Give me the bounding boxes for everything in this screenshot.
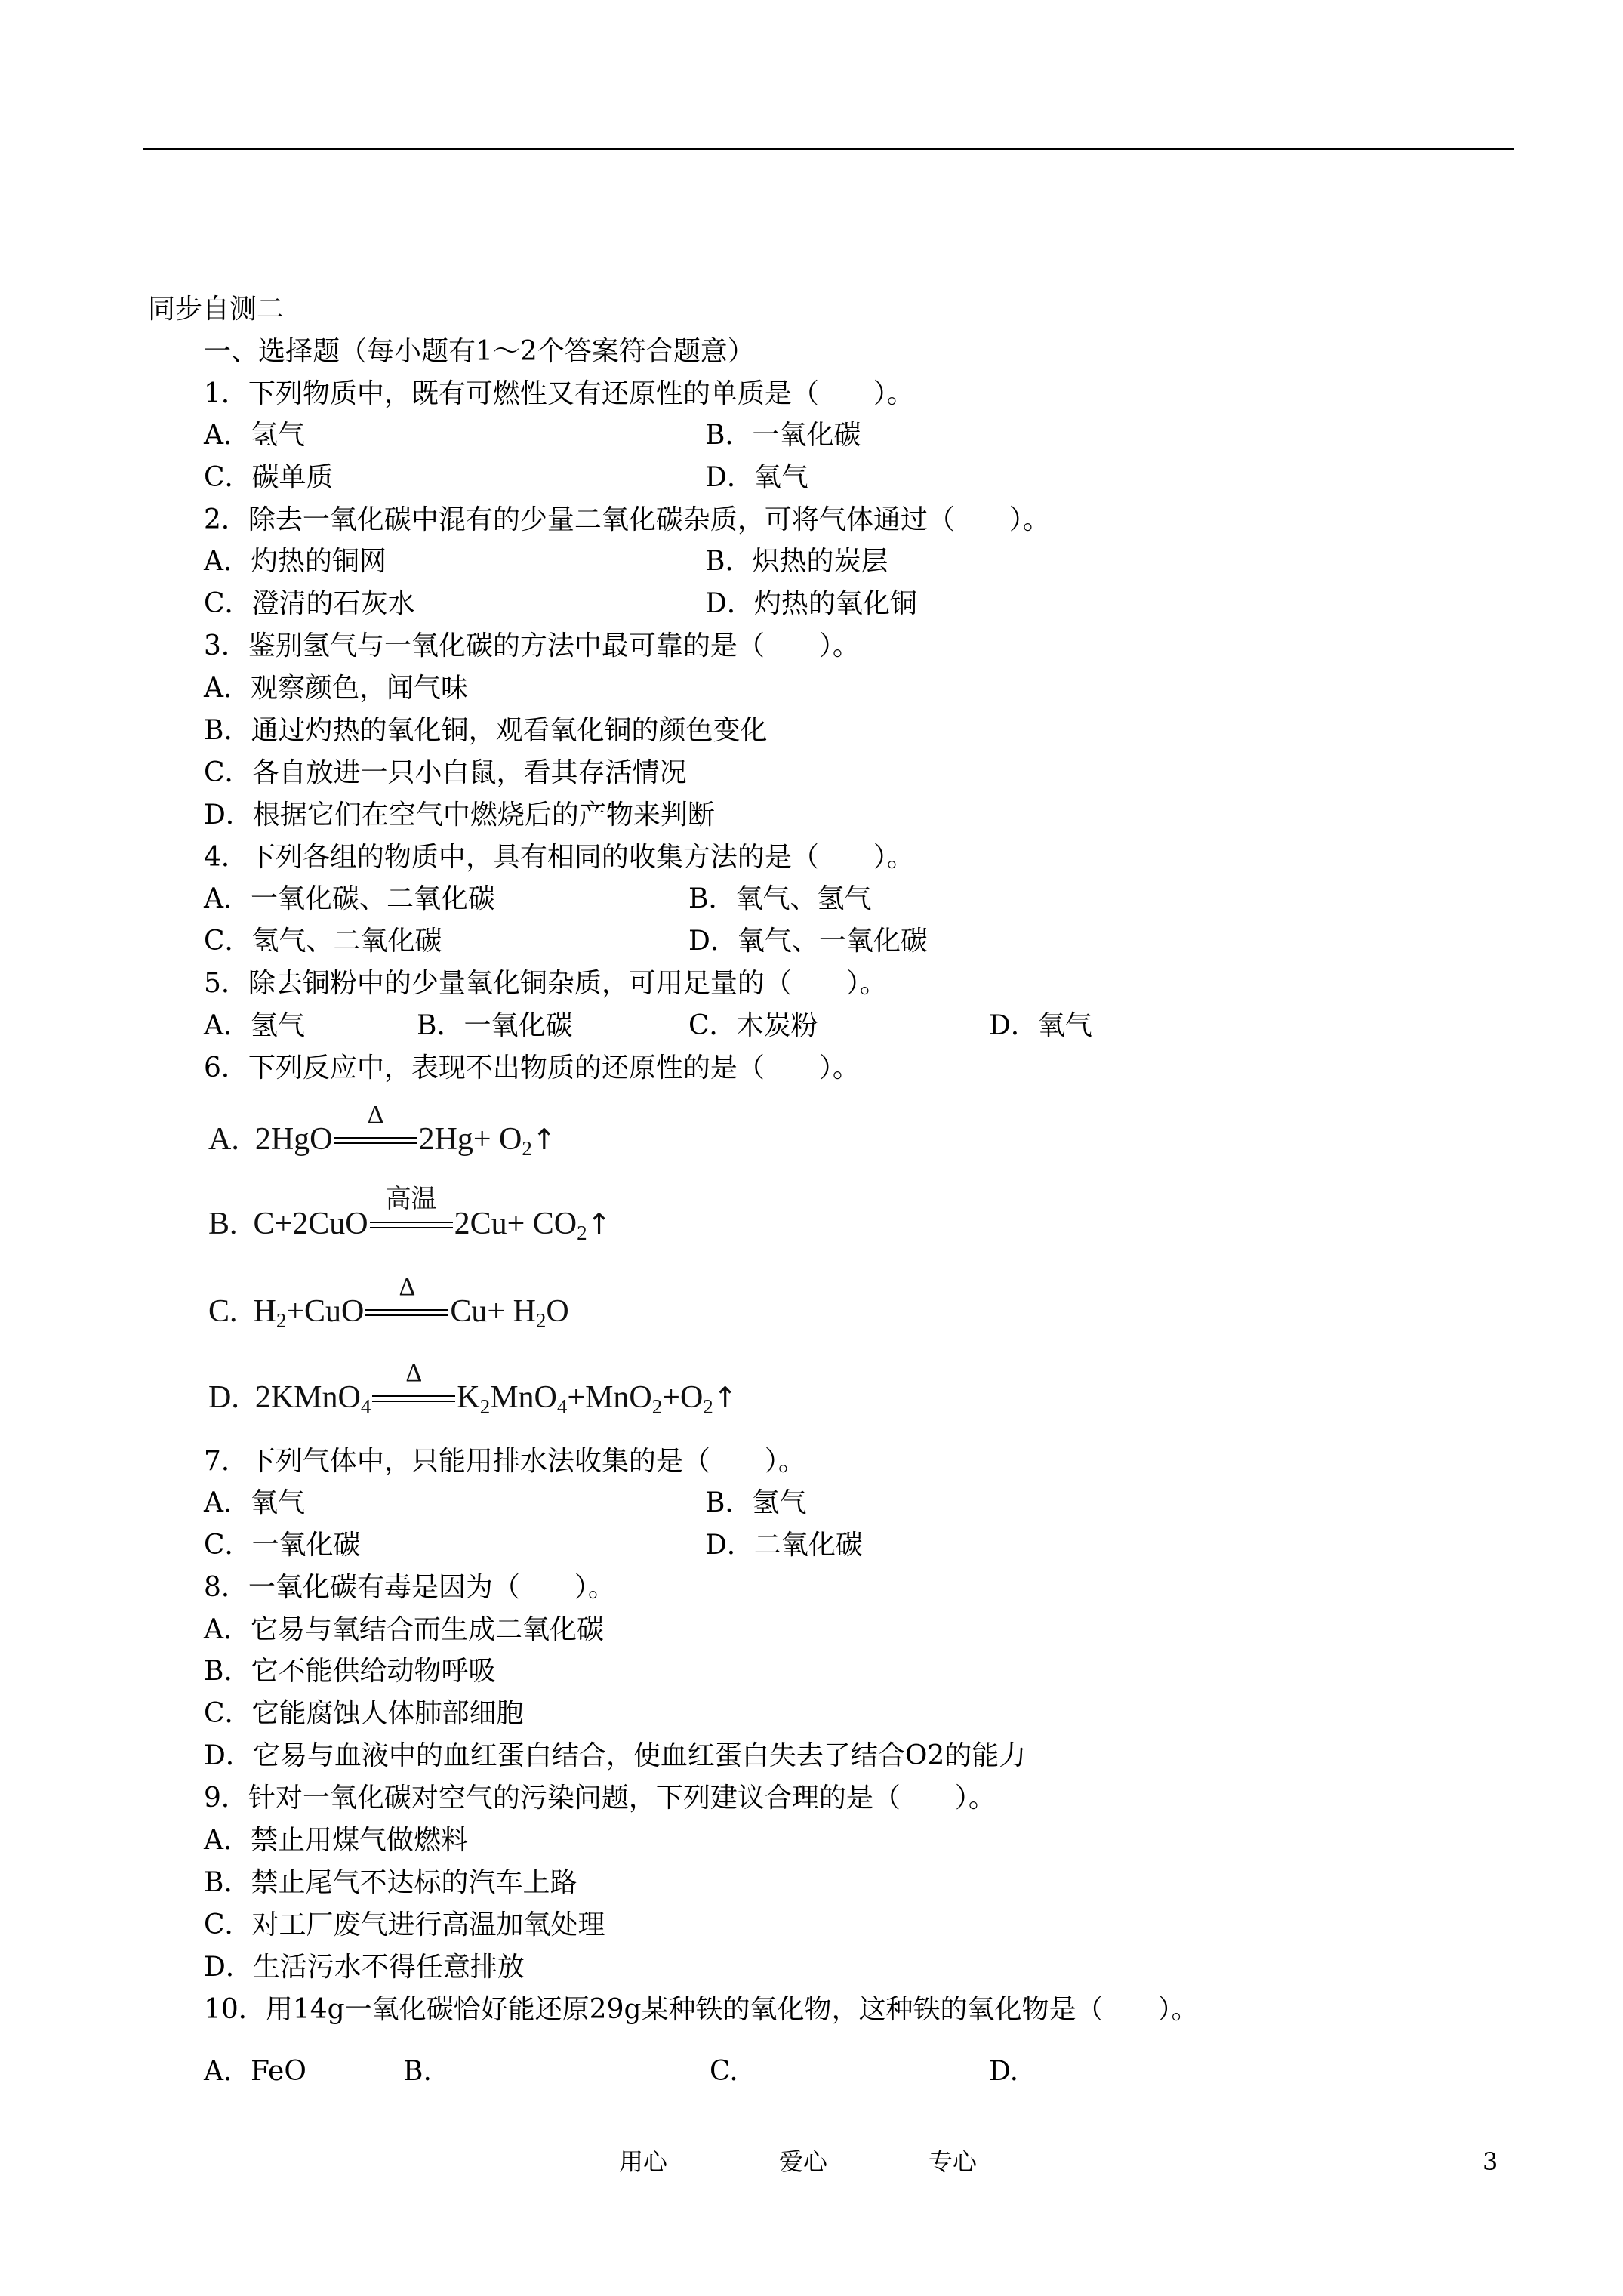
q9-option-a: A．禁止用煤气做燃料 — [204, 1825, 468, 1856]
q6-b-products: 2Cu+ CO — [454, 1207, 577, 1241]
page-number: 3 — [1483, 2147, 1498, 2176]
reaction-condition — [370, 1185, 453, 1237]
q1-option-a: A．氢气 — [204, 420, 305, 451]
q9-option-c: C．对工厂废气进行高温加氧处理 — [204, 1909, 605, 1940]
q7-option-b: B．氢气 — [705, 1487, 807, 1518]
footer-word-1: 用心 — [619, 2147, 668, 2176]
gas-up-arrow-icon: ↑ — [587, 1207, 611, 1240]
q6-option-b-equation: B. C+2CuO 高温 $2Cu+ CO_2↑$ — [208, 1185, 611, 1244]
section-title: 同步自测二 — [148, 294, 285, 325]
q7-option-c: C．一氧化碳 — [204, 1530, 361, 1561]
footer-word-3: 专心 — [929, 2147, 978, 2176]
q9-option-b: B．禁止尾气不达标的汽车上路 — [204, 1867, 577, 1898]
q6-b-label: B. — [208, 1207, 238, 1241]
q6-option-d-equation: D. 2KMnO$_4$ Δ $K_2MnO_4+MnO_2+O_2↑$ — [208, 1359, 738, 1418]
q1-option-c: C．碳单质 — [204, 462, 334, 493]
q5-option-c: C．木炭粉 — [688, 1010, 818, 1041]
q10-option-c: C. — [710, 2056, 738, 2087]
q6-c-products: Cu+ H — [450, 1294, 536, 1329]
q6-option-c-equation: C. $H_2+CuO$ Δ $Cu+ H_2O$ — [208, 1273, 569, 1332]
q6-stem: 6．下列反应中，表现不出物质的还原性的是（ ）。 — [204, 1052, 860, 1083]
q2-option-d: D．灼热的氧化铜 — [705, 588, 917, 619]
q6-b-reactants: C+2CuO — [253, 1207, 368, 1241]
q6-d-product-o2: +O — [662, 1380, 704, 1415]
heat-delta-symbol: Δ — [405, 1359, 423, 1387]
q8-option-d: D．它易与血液中的血红蛋白结合，使血红蛋白失去了结合O2的能力 — [204, 1740, 1027, 1771]
q3-stem: 3．鉴别氢气与一氧化碳的方法中最可靠的是（ ）。 — [204, 630, 860, 661]
reaction-condition — [365, 1273, 448, 1324]
q1-stem: 1．下列物质中，既有可燃性又有还原性的单质是（ ）。 — [204, 378, 914, 409]
q4-option-b: B．氧气、氢气 — [688, 883, 872, 914]
gas-up-arrow-icon: ↑ — [531, 1123, 556, 1156]
q3-option-a: A．观察颜色，闻气味 — [204, 673, 468, 704]
q6-a-products: 2Hg+ O — [418, 1122, 522, 1157]
q5-stem: 5．除去铜粉中的少量氧化铜杂质，可用足量的（ ）。 — [204, 968, 887, 999]
q5-option-d: D．氧气 — [989, 1010, 1092, 1041]
q6-a-reactants: 2HgO — [254, 1122, 333, 1157]
section-heading: 一、选择题（每小题有1～2个答案符合题意） — [204, 336, 755, 367]
footer-word-2: 爱心 — [779, 2147, 828, 2176]
q8-option-c: C．它能腐蚀人体肺部细胞 — [204, 1698, 524, 1729]
equals-sign — [334, 1137, 417, 1144]
q6-a-label: A. — [208, 1122, 239, 1157]
heat-delta-symbol: Δ — [367, 1101, 384, 1129]
q8-option-a: A．它易与氧结合而生成二氧化碳 — [204, 1614, 604, 1645]
q10-stem: 10．用14g一氧化碳恰好能还原29g某种铁的氧化物，这种铁的氧化物是（ ）。 — [204, 1994, 1199, 2025]
q10-option-d: D. — [989, 2056, 1019, 2087]
q6-c-product-o: O — [546, 1294, 569, 1329]
q8-stem: 8．一氧化碳有毒是因为（ ）。 — [204, 1572, 615, 1603]
q10-option-b: B. — [403, 2056, 432, 2087]
q8-option-b: B．它不能供给动物呼吸 — [204, 1656, 496, 1687]
q3-option-b: B．通过灼热的氧化铜，观看氧化铜的颜色变化 — [204, 715, 768, 746]
q10-option-a: A．FeO — [204, 2056, 306, 2087]
q2-option-c: C．澄清的石灰水 — [204, 588, 415, 619]
q3-option-c: C．各自放进一只小白鼠，看其存活情况 — [204, 757, 687, 788]
q5-option-b: B．一氧化碳 — [417, 1010, 573, 1041]
q2-option-a: A．灼热的铜网 — [204, 546, 387, 577]
q5-option-a: A．氢气 — [204, 1010, 305, 1041]
equals-sign — [372, 1395, 455, 1402]
q6-c-label: C. — [208, 1294, 238, 1329]
q2-option-b: B．炽热的炭层 — [705, 546, 888, 577]
equals-sign — [365, 1309, 448, 1316]
gas-up-arrow-icon: ↑ — [713, 1381, 738, 1414]
q4-stem: 4．下列各组的物质中，具有相同的收集方法的是（ ）。 — [204, 842, 914, 873]
q2-stem: 2．除去一氧化碳中混有的少量二氧化碳杂质，可将气体通过（ ）。 — [204, 504, 1050, 535]
q4-option-a: A．一氧化碳、二氧化碳 — [204, 883, 495, 914]
header-rule — [143, 148, 1514, 150]
q7-option-d: D．二氧化碳 — [705, 1530, 863, 1561]
q9-option-d: D．生活污水不得任意排放 — [204, 1952, 525, 1983]
q6-d-product-k: K — [457, 1380, 480, 1415]
q6-d-product-mno2: +MnO — [567, 1380, 652, 1415]
q6-c-reactant-cuo: +CuO — [286, 1294, 365, 1329]
q6-c-reactant-h: H — [253, 1294, 276, 1329]
q4-option-c: C．氢气、二氧化碳 — [204, 926, 442, 957]
q3-option-d: D．根据它们在空气中燃烧后的产物来判断 — [204, 800, 715, 831]
q7-option-a: A．氧气 — [204, 1487, 305, 1518]
reaction-condition — [334, 1101, 417, 1152]
q6-d-product-mno: MnO — [490, 1380, 557, 1415]
q6-d-reactant: 2KMnO — [254, 1380, 361, 1415]
q6-option-a-equation: A. 2HgO Δ $2Hg+ O_2↑$ — [208, 1101, 556, 1160]
q9-stem: 9．针对一氧化碳对空气的污染问题，下列建议合理的是（ ）。 — [204, 1783, 996, 1814]
equals-sign — [370, 1222, 453, 1228]
q1-option-b: B．一氧化碳 — [705, 420, 861, 451]
q7-stem: 7．下列气体中，只能用排水法收集的是（ ）。 — [204, 1446, 805, 1477]
high-temperature-label: 高温 — [385, 1185, 437, 1213]
q6-d-label: D. — [208, 1380, 239, 1415]
reaction-condition — [372, 1359, 455, 1410]
heat-delta-symbol: Δ — [399, 1273, 416, 1301]
q1-option-d: D．氧气 — [705, 462, 808, 493]
q4-option-d: D．氧气、一氧化碳 — [688, 926, 928, 957]
